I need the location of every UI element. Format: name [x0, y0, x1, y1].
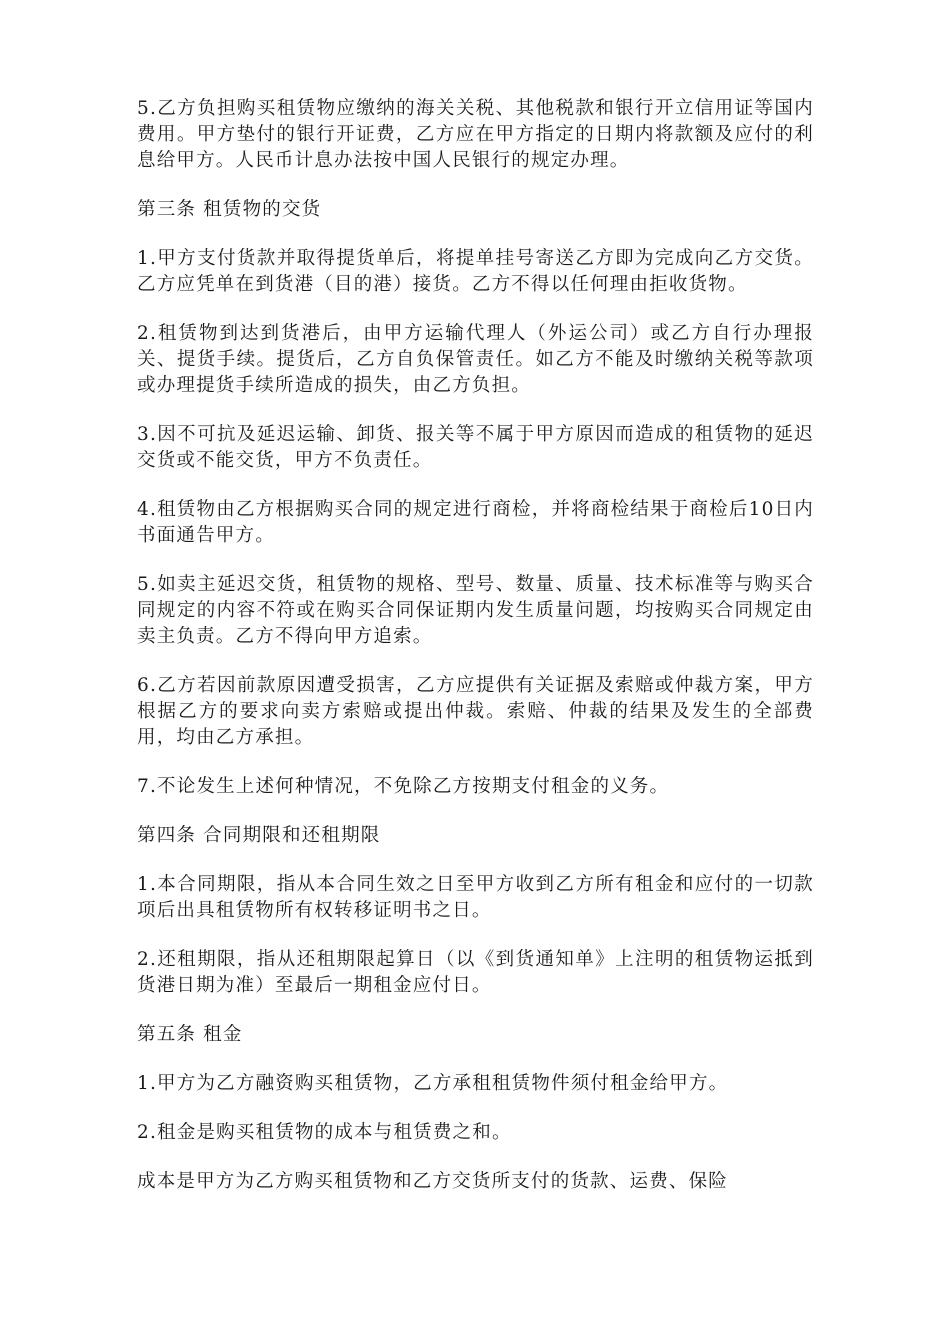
paragraph-article3-item5: 5.如卖主延迟交货，租赁物的规格、型号、数量、质量、技术标准等与购买合同规定的内容不符或在购买合同保证期内发生质量问题，均按购买合同规定由卖主负责。乙方不得向甲方追索。 [137, 574, 814, 647]
paragraph-article4-item2: 2.还租期限，指从还租期限起算日（以《到货通知单》上注明的租赁物运抵到货港日期为准）至最后一期租金应付日。 [137, 949, 814, 996]
paragraph-article2-item5: 5.乙方负担购买租赁物应缴纳的海关关税、其他税款和银行开立信用证等国内费用。甲方垫付的银行开证费，乙方应在甲方指定的日期内将款额及应付的利息给甲方。人民币计息办法按中国人民银行的规定办理。 [137, 98, 814, 171]
paragraph-article3-item2: 2.租赁物到达到货港后，由甲方运输代理人（外运公司）或乙方自行办理报关、提货手续。提货后，乙方自负保管责任。如乙方不能及时缴纳关税等款项或办理提货手续所造成的损失，由乙方负担。 [137, 323, 814, 396]
document-page [137, 96, 814, 1218]
heading-article4: 第四条 合同期限和还租期限 [137, 825, 381, 846]
paragraph-article3-item1: 1.甲方支付货款并取得提货单后，将提单挂号寄送乙方即为完成向乙方交货。乙方应凭单在到货港（目的港）接货。乙方不得以任何理由拒收货物。 [137, 248, 814, 295]
paragraph-article4-item1: 1.本合同期限，指从本合同生效之日至甲方收到乙方所有租金和应付的一切款项后出具租赁物所有权转移证明书之日。 [137, 874, 814, 921]
heading-article3: 第三条 租赁物的交货 [137, 199, 322, 220]
paragraph-article5-item1: 1.甲方为乙方融资购买租赁物，乙方承租租赁物件须付租金给甲方。 [137, 1073, 729, 1094]
paragraph-article3-item3: 3.因不可抗及延迟运输、卸货、报关等不属于甲方原因而造成的租赁物的延迟交货或不能交货，甲方不负责任。 [137, 424, 814, 471]
paragraph-article5-item2: 2.租金是购买租赁物的成本与租赁费之和。 [137, 1122, 512, 1143]
heading-article5: 第五条 租金 [137, 1024, 243, 1045]
paragraph-article3-item6: 6.乙方若因前款原因遭受损害，乙方应提供有关证据及索赔或仲裁方案，甲方根据乙方的要求向卖方索赔或提出仲裁。索赔、仲裁的结果及发生的全部费用，均由乙方承担。 [137, 675, 814, 748]
paragraph-article3-item4: 4.租赁物由乙方根据购买合同的规定进行商检，并将商检结果于商检后10日内书面通告甲方。 [137, 499, 814, 546]
paragraph-article3-item7: 7.不论发生上述何种情况，不免除乙方按期支付租金的义务。 [137, 776, 670, 797]
paragraph-article5-cost: 成本是甲方为乙方购买租赁物和乙方交货所支付的货款、运费、保险 [137, 1171, 729, 1192]
